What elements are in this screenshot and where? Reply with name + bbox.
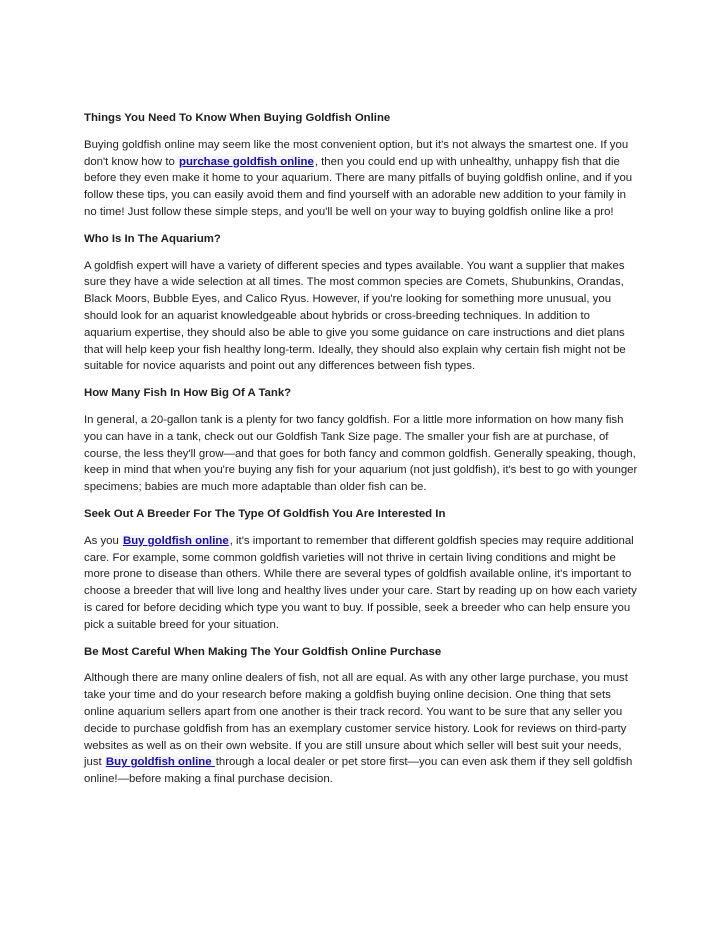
paragraph-text: through a local dealer or pet store first—you can even ask them if they sell goldfish online!—before making a final purchase decision. — [84, 756, 633, 786]
paragraph-text: , then you could end up with unhealthy, unhappy fish that die before they even make it home to your aquarium. There are many pitfalls of buying goldfish online, and if you follow these tips, you can easily avoid them and find yourself with an adorable new addition to your family in no time! Just follow these simple steps, and you'll be well on your way to buying goldfish online like a pro! — [84, 155, 633, 218]
section-paragraph-purchase — [84, 670, 640, 788]
section-paragraph-aquarium: A goldfish expert will have a variety of different species and types available. You want a supplier that makes sure they have a wide selection at all times. The most common species are Comets, Shubunkins, Orandas, Black Moors, Bubble Eyes, and Calico Ryus. However, if you're looking for something more unusual, you should look for an aquarist knowledgeable about hybrids or cross-breeding techniques. In addition to aquarium expertise, they should also be able to give you some guidance on care instructions and diet plans that will help keep your fish healthy long-term. Ideally, they should also explain why certain fish might not be suitable for novice aquarists and point out any differences between fish types. — [84, 259, 626, 373]
section-paragraph-intro — [84, 137, 640, 221]
section-heading-who-is-in-aquarium: Who Is In The Aquarium? — [84, 232, 221, 245]
purchase-goldfish-online-link[interactable]: purchase goldfish online — [179, 155, 314, 168]
paragraph-text: , it's important to remember that different goldfish species may require additional care. For example, some common goldfish varieties will not thrive in certain living conditions and might be more prone to disease than others. While there are several types of goldfish available online, it's important to choose a breeder that will live long and healthy lives under your care. Start by reading up on how each variety is cared for before deciding which type you want to buy. If possible, seek a breeder who can help ensure you pick a suitable breed for your situation. — [84, 534, 637, 631]
section-heading-things-to-know: Things You Need To Know When Buying Goldfish Online — [84, 112, 391, 124]
buy-goldfish-online-link-2[interactable]: Buy goldfish online — [105, 756, 215, 769]
paragraph-text: As you — [84, 534, 122, 547]
section-heading-seek-breeder: Seek Out A Breeder For The Type Of Goldfish You Are Interested In — [84, 507, 446, 520]
section-heading-be-careful: Be Most Careful When Making The Your Goldfish Online Purchase — [84, 645, 442, 658]
paragraph-text: Although there are many online dealers of fish, not all are equal. As with any other large purchase, you must take your time and do your research before making a goldfish buying online decision. One thing that sets online aquarium sellers apart from one another is their track record. You want to be sure that any seller you decide to purchase goldfish from has an exemplary customer service history. Look for reviews on third-party websites as well as on their own website. If you are still unsure about which seller will best suit your needs, just — [84, 672, 628, 769]
paragraph-text: Buying goldfish online may seem like the most convenient option, but it's not always the smartest one. If you don't know how to — [84, 138, 629, 168]
buy-goldfish-online-link[interactable]: Buy goldfish online — [123, 534, 229, 547]
document-page — [84, 110, 640, 798]
section-heading-how-many-fish: How Many Fish In How Big Of A Tank? — [84, 387, 292, 400]
section-paragraph-breeder — [84, 533, 640, 634]
section-paragraph-tank-size: In general, a 20-gallon tank is a plenty for two fancy goldfish. For a little more information on how many fish you can have in a tank, check out our Goldfish Tank Size page. The smaller your fish are at purchase, of course, the less they'll grow—and that goes for both fancy and common goldfish. Generally speaking, though, keep in mind that when you're buying any fish for your aquarium (not just goldfish), it's best to go with younger specimens; babies are much more adaptable than older fish can be. — [84, 413, 638, 494]
